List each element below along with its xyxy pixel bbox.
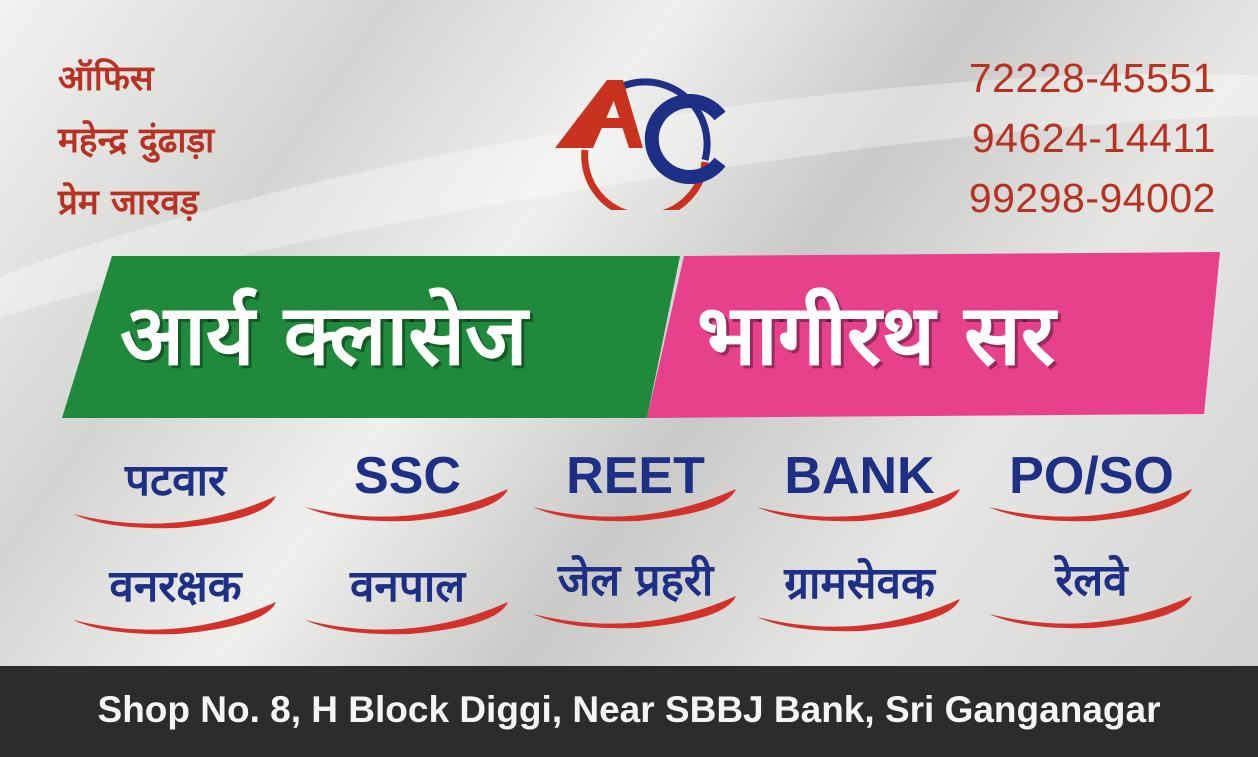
course-label: पटवार	[124, 455, 227, 506]
course-vanpal	[300, 558, 515, 638]
course-vanrakshak	[68, 558, 283, 638]
office-heading: ऑफिस	[58, 59, 154, 99]
phone-numbers	[969, 48, 1216, 228]
office-name-1: महेन्द्र दुंढाड़ा	[58, 121, 215, 161]
course-label: REET	[566, 447, 705, 505]
course-patwar	[68, 452, 283, 532]
course-ssc	[300, 445, 515, 525]
course-bank	[752, 445, 967, 525]
address-text: Shop No. 8, H Block Diggi, Near SBBJ Bank, Sri Ganganagar	[97, 689, 1161, 730]
ac-logo-icon	[545, 50, 735, 210]
course-jail-prahari	[528, 552, 743, 632]
course-label: वनपाल	[349, 561, 466, 612]
course-gramsevak	[752, 555, 967, 635]
teacher-name: भागीरथ सर	[697, 286, 1056, 384]
phone-number-1: 72228-45551	[968, 55, 1216, 101]
course-label: BANK	[784, 447, 935, 505]
phone-number-3: 99298-94002	[968, 175, 1216, 221]
course-label: ग्रामसेवक	[784, 558, 935, 609]
course-label: SSC	[354, 447, 461, 505]
course-reet	[528, 445, 743, 525]
office-block	[58, 48, 214, 234]
office-name-2: प्रेम जारवड़	[58, 183, 199, 223]
course-label: जेल प्रहरी	[557, 555, 714, 606]
course-po-so	[984, 445, 1199, 525]
course-label: वनरक्षक	[109, 561, 242, 612]
course-label: PO/SO	[1009, 447, 1174, 505]
institute-name: आर्य क्लासेज	[120, 286, 528, 384]
phone-number-2: 94624-14411	[971, 115, 1216, 161]
title-banner	[62, 252, 1222, 422]
address-footer	[0, 666, 1258, 757]
course-railway	[984, 552, 1199, 632]
course-label: रेलवे	[1055, 555, 1128, 606]
